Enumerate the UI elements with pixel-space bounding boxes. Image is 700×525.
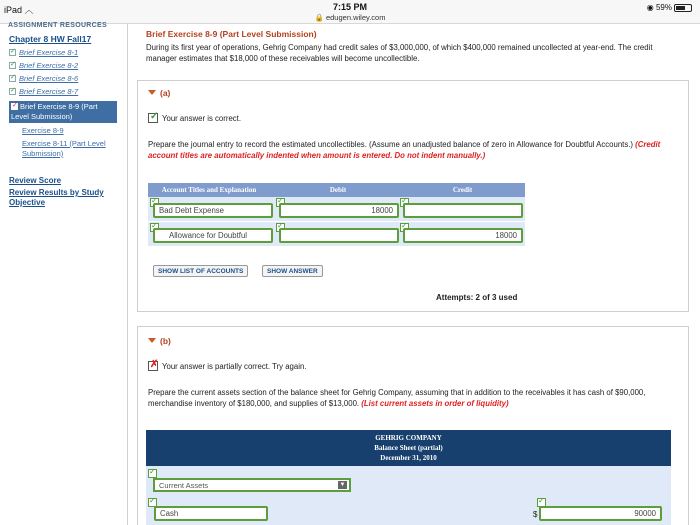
section-select[interactable]: Current Assets ▼ [153, 478, 351, 492]
ios-status-bar [0, 0, 700, 24]
wifi-icon: ︿ [24, 5, 34, 15]
correct-icon [148, 113, 158, 123]
credit-input[interactable]: 18000 [403, 228, 523, 243]
device-label: iPad ︿ [4, 5, 34, 15]
statement-date: December 31, 2010 [380, 454, 437, 462]
part-b-card [137, 326, 689, 525]
part-a-verdict: ✓Your answer is correct. [148, 113, 241, 123]
sidebar-item-ex-8-9[interactable]: Exercise 8-9 [22, 126, 64, 135]
cash-amount-input[interactable]: 90000 [539, 506, 662, 521]
clock: 7:15 PM [332, 2, 367, 12]
part-b-verdict: ✗Your answer is partially correct. Try again. [148, 361, 306, 371]
sidebar-item-be-8-7[interactable]: ✓Brief Exercise 8-7 [9, 87, 78, 96]
show-answer-button[interactable]: SHOW ANSWER [262, 265, 323, 277]
account-title-input[interactable]: Allowance for Doubtful [153, 228, 273, 243]
header-debit: Debit [329, 186, 347, 194]
account-title-input[interactable]: Bad Debt Expense [153, 203, 273, 218]
chapter-link[interactable]: Chapter 8 HW Fall17 [9, 34, 92, 44]
check-icon [9, 88, 16, 95]
battery-indicator: ◉ 59% [647, 3, 692, 12]
sidebar-item-be-8-9-selected[interactable]: ✓Brief Exercise 8-9 (Part Level Submission) [9, 101, 117, 123]
check-icon [9, 75, 16, 82]
collapse-icon [148, 338, 156, 343]
collapse-icon [148, 90, 156, 95]
table-row [148, 222, 525, 246]
check-icon [148, 469, 157, 478]
header-account: Account Titles and Explanation [161, 186, 257, 194]
chevron-down-icon: ▼ [339, 482, 346, 488]
location-icon: ◉ [646, 3, 654, 12]
part-a-instruction: Prepare the journal entry to record the estimated uncollectibles. (Assume an unadjusted balance of zero in Allowance for Doubtful Accounts.) (Credit account titles are automatically indented when amount is entered. Do not indent manually.) [148, 140, 661, 160]
company-name: GEHRIG COMPANY [375, 434, 442, 442]
show-list-of-accounts-button[interactable]: SHOW LIST OF ACCOUNTS [153, 265, 248, 277]
part-a-label[interactable]: (a) [148, 88, 170, 98]
statement-title: Balance Sheet (partial) [374, 444, 443, 452]
partial-icon [11, 103, 18, 110]
debit-input[interactable] [279, 228, 399, 243]
review-score-link[interactable]: Review Score [9, 176, 62, 185]
sidebar-item-be-8-2[interactable]: ✓Brief Exercise 8-2 [9, 61, 78, 70]
journal-table-header [148, 183, 525, 197]
sidebar-item-be-8-1[interactable]: ✓Brief Exercise 8-1 [9, 48, 78, 57]
balance-sheet-body [146, 466, 671, 525]
balance-sheet-header [146, 430, 671, 466]
partial-icon [148, 361, 158, 371]
exercise-title: Brief Exercise 8-9 (Part Level Submission) [146, 29, 317, 39]
credit-input[interactable] [403, 203, 523, 218]
address-bar[interactable]: 🔒 edugen.wiley.com [314, 13, 386, 22]
attempts-counter: Attempts: 2 of 3 used [436, 293, 518, 302]
sidebar-item-be-8-6[interactable]: ✓Brief Exercise 8-6 [9, 74, 78, 83]
part-a-card [137, 80, 689, 312]
review-results-link[interactable]: Review Results by Study Objective [9, 188, 104, 207]
check-icon [9, 62, 16, 69]
sidebar-item-ex-8-11[interactable]: Exercise 8-11 (Part Level Submission) [22, 139, 106, 158]
check-icon [9, 49, 16, 56]
part-b-instruction: Prepare the current assets section of the balance sheet for Gehrig Company, assuming that in addition to the receivables it has cash of $90,000, merchandise inventory of $180,000, and supplies of $13,000. (List current assets in order of liquidity) [148, 388, 646, 408]
debit-input[interactable]: 18000 [279, 203, 399, 218]
current-asset-label-input[interactable]: Cash [154, 506, 268, 521]
sidebar-section-header: ASSIGNMENT RESOURCES [8, 22, 107, 29]
part-b-label[interactable]: (b) [148, 336, 171, 346]
table-row [148, 197, 525, 221]
battery-icon [674, 4, 692, 12]
sidebar [0, 24, 128, 525]
currency-symbol: $ [533, 510, 538, 519]
exercise-text: During its first year of operations, Gehrig Company had credit sales of $3,000,000, of which $400,000 remained uncollected at year-end. The credit manager estimates that $18,000 of these receivables will become uncollectible. [146, 43, 653, 63]
header-credit: Credit [452, 186, 473, 194]
